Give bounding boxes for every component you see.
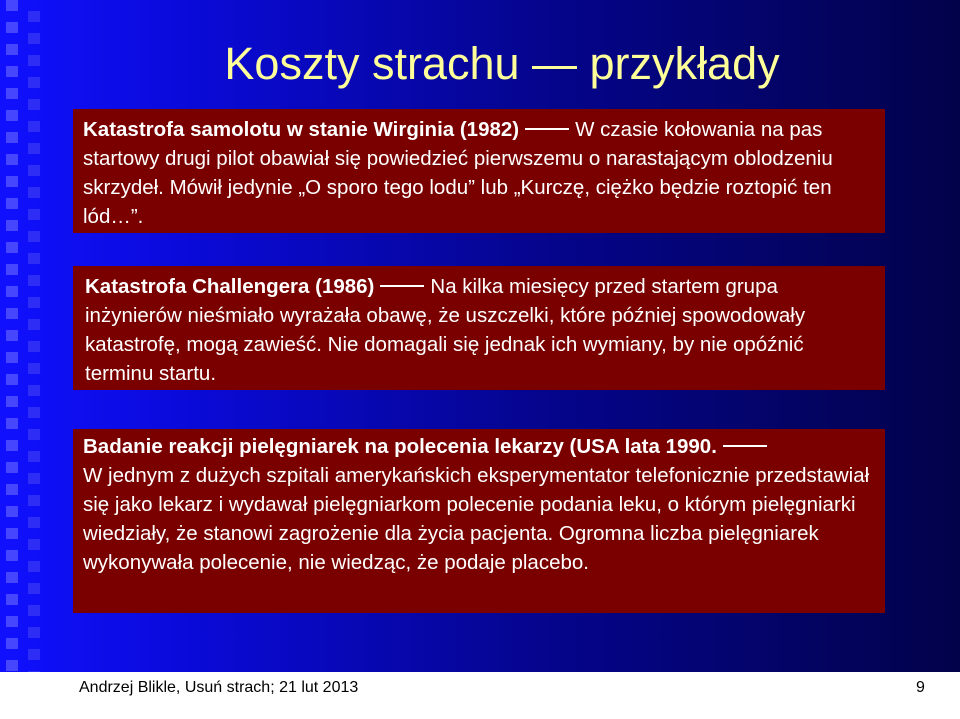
text-box-nurses <box>73 429 885 613</box>
box-text: W czasie kołowania na pas startowy drugi pilot obawiał się powiedzieć pierwszemu o narastającym oblodzeniu skrzydeł. Mówił jedynie „O sporo tego lodu” lub „Kurczę, ciężko będzie roztopić ten lód…”. <box>83 118 833 228</box>
box-text: Na kilka miesięcy przed startem grupa inżynierów nieśmiało wyrażała obawę, że uszczelki, które później spowodowały katastrofę, mogą zawieść. Nie domagali się jednak ich wymiany, by nie opóźnić terminu startu. <box>85 275 806 385</box>
box-text: W jednym z dużych szpitali amerykańskich eksperymentator telefonicznie przedstawiał się jako lekarz i wydawał pielęgniarkom polecenie podania leku, o którym pielęgniarki wiedziały, że stanowi zagrożenie dla życia pacjenta. Ogromna liczba pielęgniarek wykonywała polecenie, nie wiedząc, że podaje placebo. <box>83 464 870 574</box>
slide-title: Koszty strachu — przykłady <box>224 38 780 89</box>
text-box-virginia <box>73 109 885 233</box>
dash-separator <box>525 128 569 130</box>
box-heading: Badanie reakcji pielęgniarek na polecenia lekarzy (USA lata 1990. <box>83 435 717 458</box>
dash-separator <box>723 445 767 447</box>
text-box-challenger <box>73 266 885 390</box>
decorative-squares-left <box>6 0 18 672</box>
box-heading: Katastrofa samolotu w stanie Wirginia (1982) <box>83 118 520 141</box>
decorative-squares-right <box>28 0 40 672</box>
dash-separator <box>380 285 424 287</box>
footer-text: Andrzej Blikle, Usuń strach; 21 lut 2013 <box>79 679 359 696</box>
page-number: 9 <box>916 679 925 696</box>
box-heading: Katastrofa Challengera (1986) <box>85 275 375 298</box>
